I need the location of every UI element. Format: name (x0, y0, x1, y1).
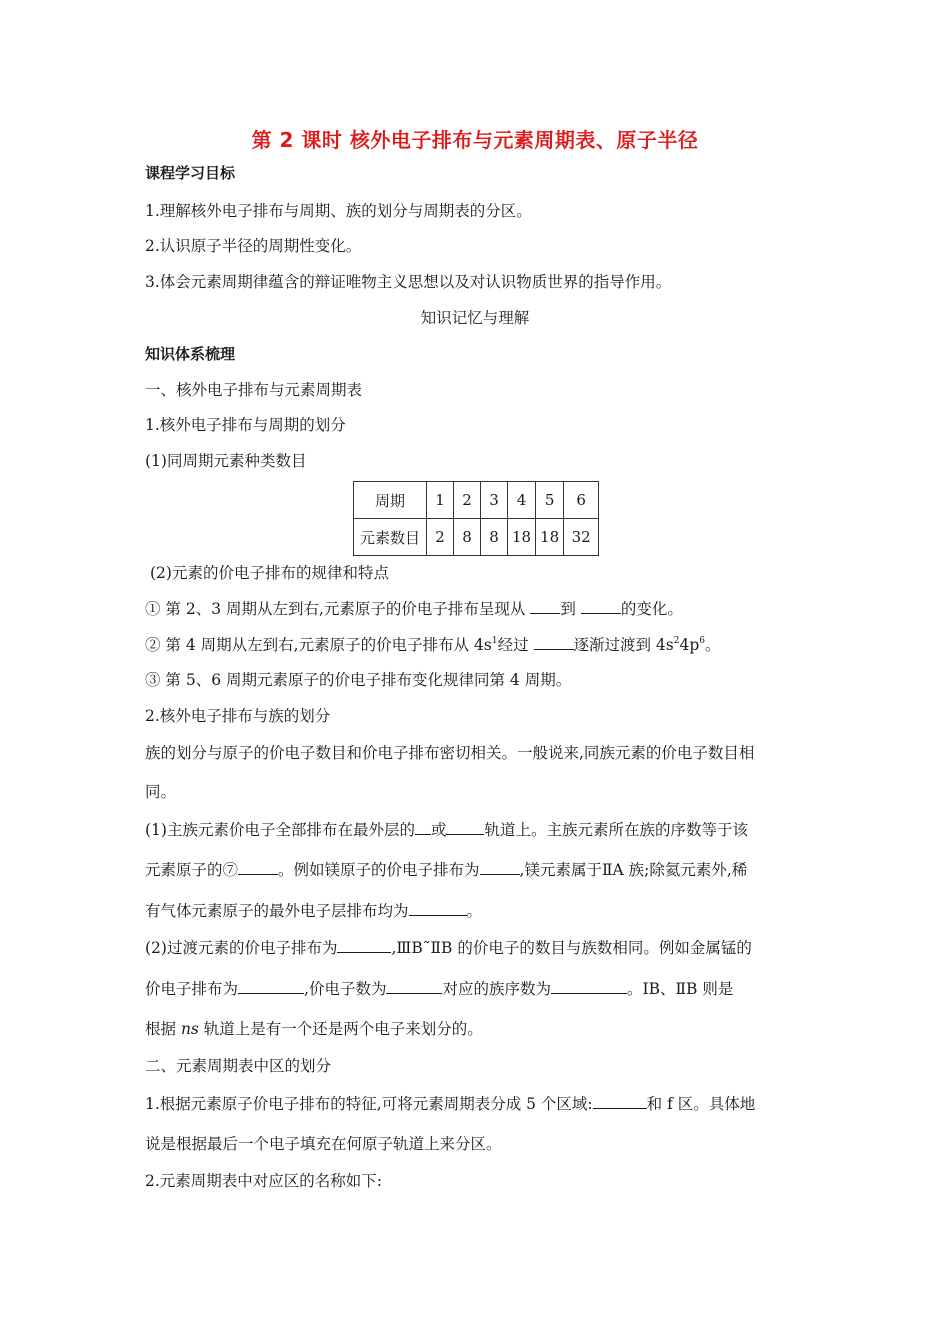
text-span: 的变化。 (620, 600, 683, 618)
part1-sub1: 1.核外电子排布与周期的划分 (145, 416, 346, 434)
paragraph: 说是根据最后一个电子填充在何原子轨道上来分区。 (145, 1135, 502, 1153)
paragraph (145, 858, 747, 881)
page-title: 第 2 课时 核外电子排布与元素周期表、原子半径 (251, 128, 699, 152)
period-element-count-table (353, 481, 599, 556)
text-span: 和 f 区。具体地 (646, 1095, 756, 1113)
text-span: 4p (679, 636, 700, 654)
text-span: 对应的族序数为 (442, 980, 551, 998)
section-center-heading: 知识记忆与理解 (420, 309, 530, 327)
text-span: ns (180, 1020, 199, 1038)
answer-blank[interactable] (480, 858, 520, 875)
text-span: 轨道上是有一个还是两个电子来划分的。 (198, 1020, 483, 1038)
text-span: 或 (430, 821, 447, 839)
answer-blank[interactable] (446, 818, 484, 835)
table-cell: 5 (536, 482, 564, 519)
table-cell: 18 (508, 519, 536, 556)
table-cell: 6 (564, 482, 599, 519)
part1-title: 一、核外电子排布与元素周期表 (145, 381, 363, 399)
part2-title: 二、元素周期表中区的划分 (145, 1057, 332, 1075)
paragraph (145, 818, 748, 841)
paragraph (145, 977, 733, 1000)
answer-blank[interactable] (409, 899, 467, 916)
rule-line-2 (145, 633, 721, 656)
text-span: 轨道上。主族元素所在族的序数等于该 (484, 821, 748, 839)
text-span: 。 (466, 902, 483, 920)
text-span: ② 第 4 周期从左到右,元素原子的价电子排布从 4s (145, 636, 492, 654)
table-row (354, 519, 599, 556)
answer-blank[interactable] (238, 858, 278, 875)
answer-blank[interactable] (551, 977, 627, 994)
part1-sub1-2: (2)元素的价电子排布的规律和特点 (150, 564, 389, 582)
table-row-label: 周期 (354, 482, 427, 519)
rule-line-3: ③ 第 5、6 周期元素原子的价电子排布变化规律同第 4 周期。 (145, 671, 572, 689)
superscript: 2 (673, 636, 680, 646)
paragraph (145, 1018, 483, 1040)
table-cell: 18 (536, 519, 564, 556)
table-cell: 2 (454, 482, 481, 519)
superscript: 6 (699, 636, 706, 646)
rule-line-1 (145, 597, 683, 620)
text-span: 经过 (497, 636, 534, 654)
answer-blank[interactable] (337, 936, 391, 953)
text-span: 到 (560, 600, 581, 618)
superscript: 1 (491, 636, 498, 646)
table-cell: 8 (481, 519, 508, 556)
text-span: 元素原子的⑦ (145, 861, 239, 879)
text-span: 。 (705, 636, 721, 654)
answer-blank[interactable] (386, 977, 442, 994)
text-span: ,ⅢB˜ⅡB 的价电子的数目与族数相同。例如金属锰的 (391, 939, 752, 957)
text-span: 根据 (145, 1020, 181, 1038)
goal-item: 1.理解核外电子排布与周期、族的划分与周期表的分区。 (145, 202, 532, 220)
answer-blank[interactable] (238, 977, 304, 994)
table-cell: 1 (427, 482, 454, 519)
paragraph (145, 1092, 755, 1115)
text-span: ① 第 2、3 周期从左到右,元素原子的价电子排布呈现从 (145, 600, 531, 618)
text-span: (1)主族元素价电子全部排布在最外层的 (145, 821, 415, 839)
text-span: ,价电子数为 (304, 980, 387, 998)
text-span: ,镁元素属于ⅡA 族;除氦元素外,稀 (519, 861, 748, 879)
part1-sub1-1: (1)同周期元素种类数目 (145, 452, 307, 470)
answer-blank[interactable] (530, 597, 560, 614)
paragraph: 2.元素周期表中对应区的名称如下: (145, 1172, 383, 1190)
text-span: (2)过渡元素的价电子排布为 (145, 939, 338, 957)
table-cell: 8 (454, 519, 481, 556)
table-cell: 4 (508, 482, 536, 519)
goal-item: 3.体会元素周期律蕴含的辩证唯物主义思想以及对认识物质世界的指导作用。 (145, 273, 672, 291)
text-span: 。ⅠB、ⅡB 则是 (626, 980, 734, 998)
goal-item: 2.认识原子半径的周期性变化。 (145, 237, 362, 255)
text-span: 价电子排布为 (145, 980, 239, 998)
answer-blank[interactable] (593, 1092, 647, 1109)
text-span: 有气体元素原子的最外电子层排布均为 (145, 902, 409, 920)
goals-heading: 课程学习目标 (145, 164, 236, 182)
answer-blank[interactable] (534, 633, 574, 650)
text-span: 逐渐过渡到 4s (573, 636, 674, 654)
paragraph: 族的划分与原子的价电子数目和价电子排布密切相关。一般说来,同族元素的价电子数目相 (145, 744, 755, 762)
answer-blank[interactable] (415, 818, 431, 835)
system-heading: 知识体系梳理 (145, 345, 236, 363)
part1-sub2: 2.核外电子排布与族的划分 (145, 707, 331, 725)
paragraph (145, 936, 752, 959)
text-span: 。例如镁原子的价电子排布为 (278, 861, 480, 879)
table-row (354, 482, 599, 519)
paragraph: 同。 (145, 783, 177, 801)
text-span: 1.根据元素原子价电子排布的特征,可将元素周期表分成 5 个区域: (145, 1095, 593, 1113)
table-row-label: 元素数目 (354, 519, 427, 556)
answer-blank[interactable] (581, 597, 621, 614)
table-cell: 3 (481, 482, 508, 519)
paragraph (145, 899, 482, 922)
table-cell: 2 (427, 519, 454, 556)
table-cell: 32 (564, 519, 599, 556)
